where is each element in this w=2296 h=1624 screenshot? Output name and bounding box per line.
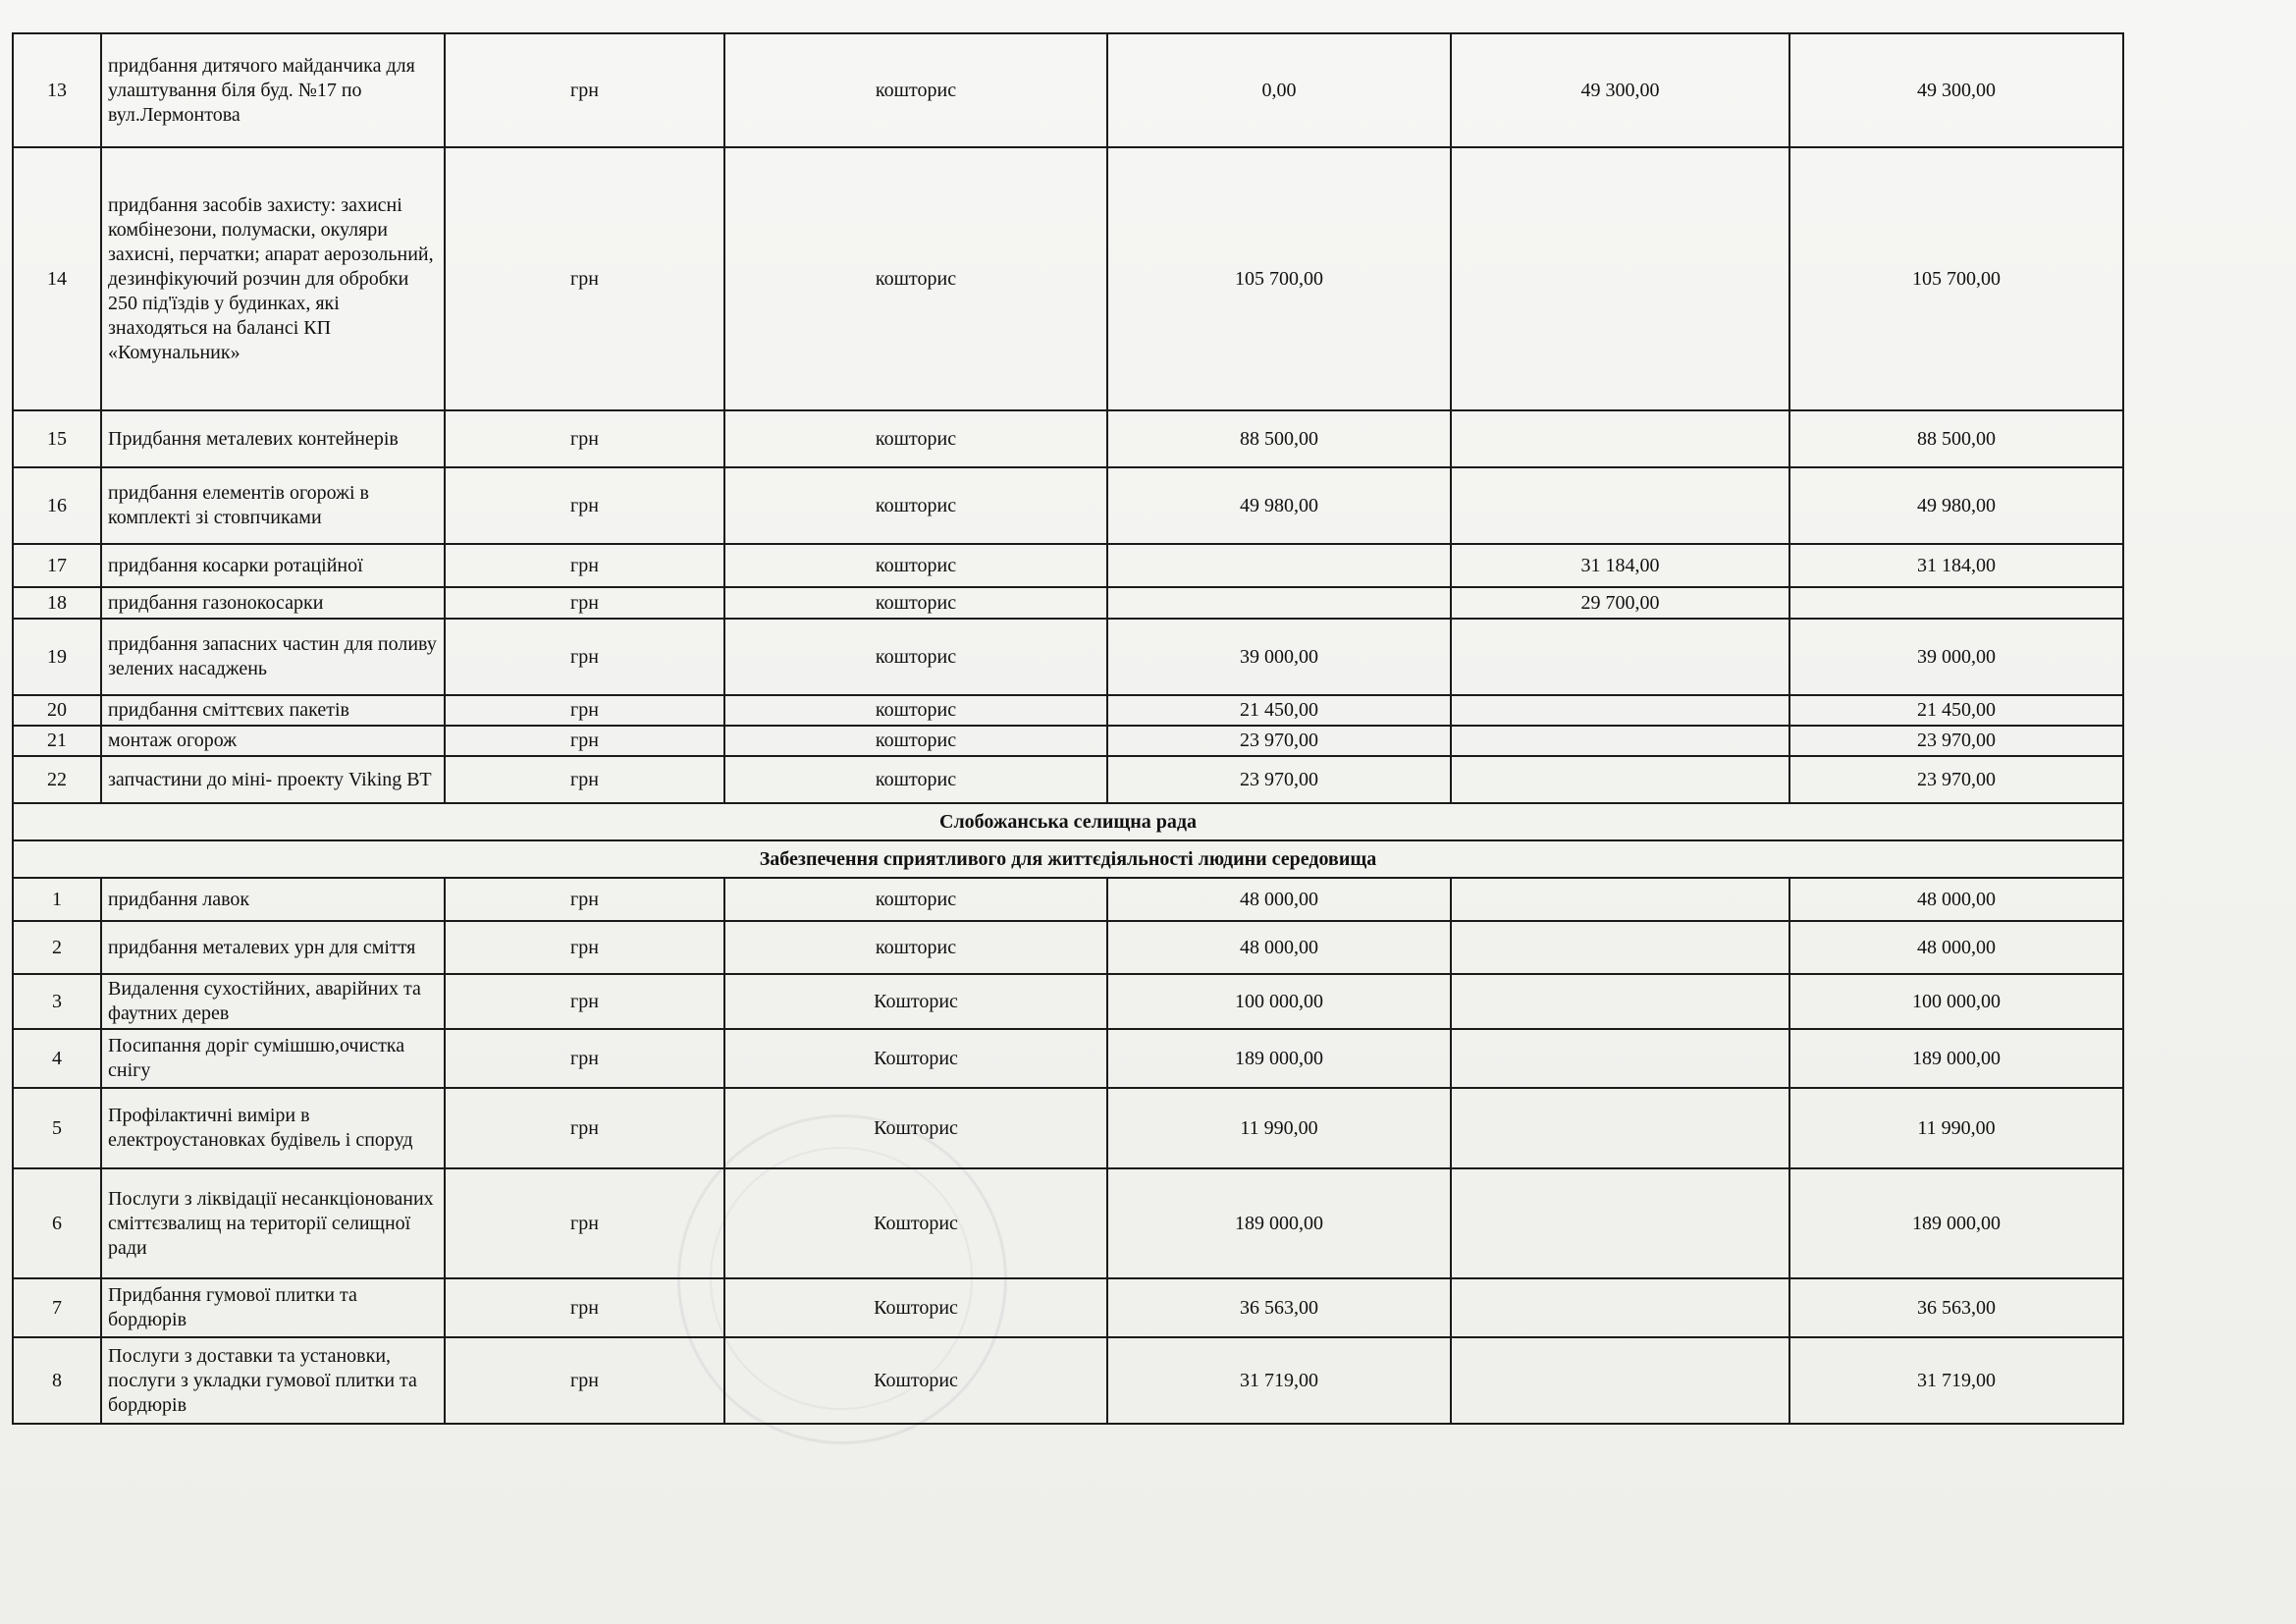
- total-cell: 11 990,00: [1789, 1088, 2123, 1168]
- value-1-cell: 48 000,00: [1107, 878, 1451, 921]
- row-number: 15: [13, 410, 101, 467]
- item-name: придбання елементів огорожі в комплекті зі стовпчиками: [101, 467, 445, 544]
- source-cell: кошторис: [724, 147, 1107, 410]
- value-2-cell: [1451, 147, 1789, 410]
- value-1-cell: 23 970,00: [1107, 756, 1451, 803]
- table-row: [13, 974, 2123, 1029]
- table-row: [13, 878, 2123, 921]
- value-1-cell: 36 563,00: [1107, 1278, 1451, 1337]
- value-2-cell: 49 300,00: [1451, 33, 1789, 147]
- value-1-cell: 189 000,00: [1107, 1168, 1451, 1278]
- source-cell: кошторис: [724, 33, 1107, 147]
- unit-cell: грн: [445, 878, 724, 921]
- total-cell: 48 000,00: [1789, 878, 2123, 921]
- value-1-cell: 31 719,00: [1107, 1337, 1451, 1424]
- item-name: придбання дитячого майданчика для улаштування біля буд. №17 по вул.Лермонтова: [101, 33, 445, 147]
- row-number: 17: [13, 544, 101, 587]
- source-cell: кошторис: [724, 544, 1107, 587]
- source-cell: кошторис: [724, 619, 1107, 695]
- value-2-cell: 29 700,00: [1451, 587, 1789, 619]
- item-name: придбання сміттєвих пакетів: [101, 695, 445, 726]
- source-cell: кошторис: [724, 756, 1107, 803]
- total-cell: 31 719,00: [1789, 1337, 2123, 1424]
- value-1-cell: 11 990,00: [1107, 1088, 1451, 1168]
- item-name: Видалення сухостійних, аварійних та фаутних дерев: [101, 974, 445, 1029]
- value-1-cell: 39 000,00: [1107, 619, 1451, 695]
- unit-cell: грн: [445, 410, 724, 467]
- unit-cell: грн: [445, 467, 724, 544]
- total-cell: 23 970,00: [1789, 756, 2123, 803]
- table-row: [13, 410, 2123, 467]
- source-cell: Кошторис: [724, 1168, 1107, 1278]
- value-2-cell: [1451, 410, 1789, 467]
- item-name: придбання металевих урн для сміття: [101, 921, 445, 974]
- unit-cell: грн: [445, 1337, 724, 1424]
- total-cell: 36 563,00: [1789, 1278, 2123, 1337]
- value-2-cell: [1451, 1337, 1789, 1424]
- source-cell: Кошторис: [724, 1088, 1107, 1168]
- row-number: 4: [13, 1029, 101, 1088]
- total-cell: 49 300,00: [1789, 33, 2123, 147]
- total-cell: 31 184,00: [1789, 544, 2123, 587]
- source-cell: кошторис: [724, 726, 1107, 756]
- value-1-cell: 100 000,00: [1107, 974, 1451, 1029]
- budget-table: [12, 32, 2124, 1425]
- item-name: Придбання гумової плитки та бордюрів: [101, 1278, 445, 1337]
- table-row: [13, 1088, 2123, 1168]
- value-2-cell: [1451, 1168, 1789, 1278]
- value-2-cell: [1451, 756, 1789, 803]
- table-row: [13, 1168, 2123, 1278]
- value-2-cell: [1451, 619, 1789, 695]
- unit-cell: грн: [445, 756, 724, 803]
- value-1-cell: 21 450,00: [1107, 695, 1451, 726]
- table-row: [13, 1029, 2123, 1088]
- row-number: 14: [13, 147, 101, 410]
- source-cell: кошторис: [724, 695, 1107, 726]
- source-cell: Кошторис: [724, 974, 1107, 1029]
- source-cell: кошторис: [724, 587, 1107, 619]
- value-1-cell: 23 970,00: [1107, 726, 1451, 756]
- table-row: [13, 726, 2123, 756]
- row-number: 22: [13, 756, 101, 803]
- unit-cell: грн: [445, 1029, 724, 1088]
- unit-cell: грн: [445, 147, 724, 410]
- unit-cell: грн: [445, 587, 724, 619]
- value-2-cell: [1451, 1088, 1789, 1168]
- value-1-cell: 49 980,00: [1107, 467, 1451, 544]
- total-cell: 49 980,00: [1789, 467, 2123, 544]
- total-cell: 23 970,00: [1789, 726, 2123, 756]
- value-1-cell: 0,00: [1107, 33, 1451, 147]
- item-name: придбання запасних частин для поливу зелених насаджень: [101, 619, 445, 695]
- table-row: [13, 147, 2123, 410]
- unit-cell: грн: [445, 726, 724, 756]
- value-1-cell: 48 000,00: [1107, 921, 1451, 974]
- unit-cell: грн: [445, 544, 724, 587]
- item-name: придбання косарки ротаційної: [101, 544, 445, 587]
- row-number: 16: [13, 467, 101, 544]
- table-row: [13, 587, 2123, 619]
- source-cell: кошторис: [724, 467, 1107, 544]
- section-subtitle-row: [13, 840, 2123, 878]
- unit-cell: грн: [445, 921, 724, 974]
- value-2-cell: [1451, 878, 1789, 921]
- section-header: [13, 803, 2123, 878]
- item-name: придбання лавок: [101, 878, 445, 921]
- source-cell: Кошторис: [724, 1337, 1107, 1424]
- value-2-cell: [1451, 1029, 1789, 1088]
- value-2-cell: [1451, 921, 1789, 974]
- value-2-cell: 31 184,00: [1451, 544, 1789, 587]
- item-name: Придбання металевих контейнерів: [101, 410, 445, 467]
- value-1-cell: 189 000,00: [1107, 1029, 1451, 1088]
- table-row: [13, 33, 2123, 147]
- total-cell: 189 000,00: [1789, 1029, 2123, 1088]
- value-2-cell: [1451, 726, 1789, 756]
- value-2-cell: [1451, 467, 1789, 544]
- unit-cell: грн: [445, 33, 724, 147]
- item-name: Посипання доріг сумішшю,очистка снігу: [101, 1029, 445, 1088]
- item-name: Послуги з доставки та установки, послуги з укладки гумової плитки та бордюрів: [101, 1337, 445, 1424]
- unit-cell: грн: [445, 619, 724, 695]
- total-cell: 100 000,00: [1789, 974, 2123, 1029]
- table-body-top: [13, 33, 2123, 803]
- row-number: 20: [13, 695, 101, 726]
- row-number: 8: [13, 1337, 101, 1424]
- source-cell: кошторис: [724, 921, 1107, 974]
- total-cell: 48 000,00: [1789, 921, 2123, 974]
- value-1-cell: 88 500,00: [1107, 410, 1451, 467]
- table-row: [13, 1278, 2123, 1337]
- section-title: Слобожанська селищна рада: [13, 803, 2123, 840]
- source-cell: кошторис: [724, 410, 1107, 467]
- table-row: [13, 619, 2123, 695]
- section-title-row: [13, 803, 2123, 840]
- total-cell: 21 450,00: [1789, 695, 2123, 726]
- row-number: 5: [13, 1088, 101, 1168]
- item-name: придбання засобів захисту: захисні комбінезони, полумаски, окуляри захисні, перчатки; апарат аерозольний, дезинфікуючий розчин для обробки 250 під'їздів у будинках, які знаходяться на балансі КП «Комунальник»: [101, 147, 445, 410]
- unit-cell: грн: [445, 695, 724, 726]
- item-name: придбання газонокосарки: [101, 587, 445, 619]
- row-number: 2: [13, 921, 101, 974]
- table-body-bottom: [13, 878, 2123, 1424]
- unit-cell: грн: [445, 1168, 724, 1278]
- value-2-cell: [1451, 1278, 1789, 1337]
- unit-cell: грн: [445, 1088, 724, 1168]
- table-row: [13, 921, 2123, 974]
- total-cell: 39 000,00: [1789, 619, 2123, 695]
- item-name: монтаж огорож: [101, 726, 445, 756]
- source-cell: Кошторис: [724, 1278, 1107, 1337]
- table-row: [13, 467, 2123, 544]
- item-name: Послуги з ліквідації несанкціонованих сміттєзвалищ на території селищної ради: [101, 1168, 445, 1278]
- section-subtitle: Забезпечення сприятливого для життєдіяльності людини середовища: [13, 840, 2123, 878]
- row-number: 21: [13, 726, 101, 756]
- total-cell: 88 500,00: [1789, 410, 2123, 467]
- total-cell: 105 700,00: [1789, 147, 2123, 410]
- table-row: [13, 1337, 2123, 1424]
- item-name: Профілактичні виміри в електроустановках будівель і споруд: [101, 1088, 445, 1168]
- total-cell: [1789, 587, 2123, 619]
- source-cell: кошторис: [724, 878, 1107, 921]
- row-number: 7: [13, 1278, 101, 1337]
- value-2-cell: [1451, 974, 1789, 1029]
- value-1-cell: 105 700,00: [1107, 147, 1451, 410]
- row-number: 19: [13, 619, 101, 695]
- table-row: [13, 544, 2123, 587]
- row-number: 18: [13, 587, 101, 619]
- row-number: 1: [13, 878, 101, 921]
- unit-cell: грн: [445, 1278, 724, 1337]
- row-number: 6: [13, 1168, 101, 1278]
- total-cell: 189 000,00: [1789, 1168, 2123, 1278]
- table-row: [13, 695, 2123, 726]
- row-number: 3: [13, 974, 101, 1029]
- row-number: 13: [13, 33, 101, 147]
- unit-cell: грн: [445, 974, 724, 1029]
- value-2-cell: [1451, 695, 1789, 726]
- value-1-cell: [1107, 587, 1451, 619]
- table-row: [13, 756, 2123, 803]
- value-1-cell: [1107, 544, 1451, 587]
- item-name: запчастини до міні- проекту Viking ВТ: [101, 756, 445, 803]
- source-cell: Кошторис: [724, 1029, 1107, 1088]
